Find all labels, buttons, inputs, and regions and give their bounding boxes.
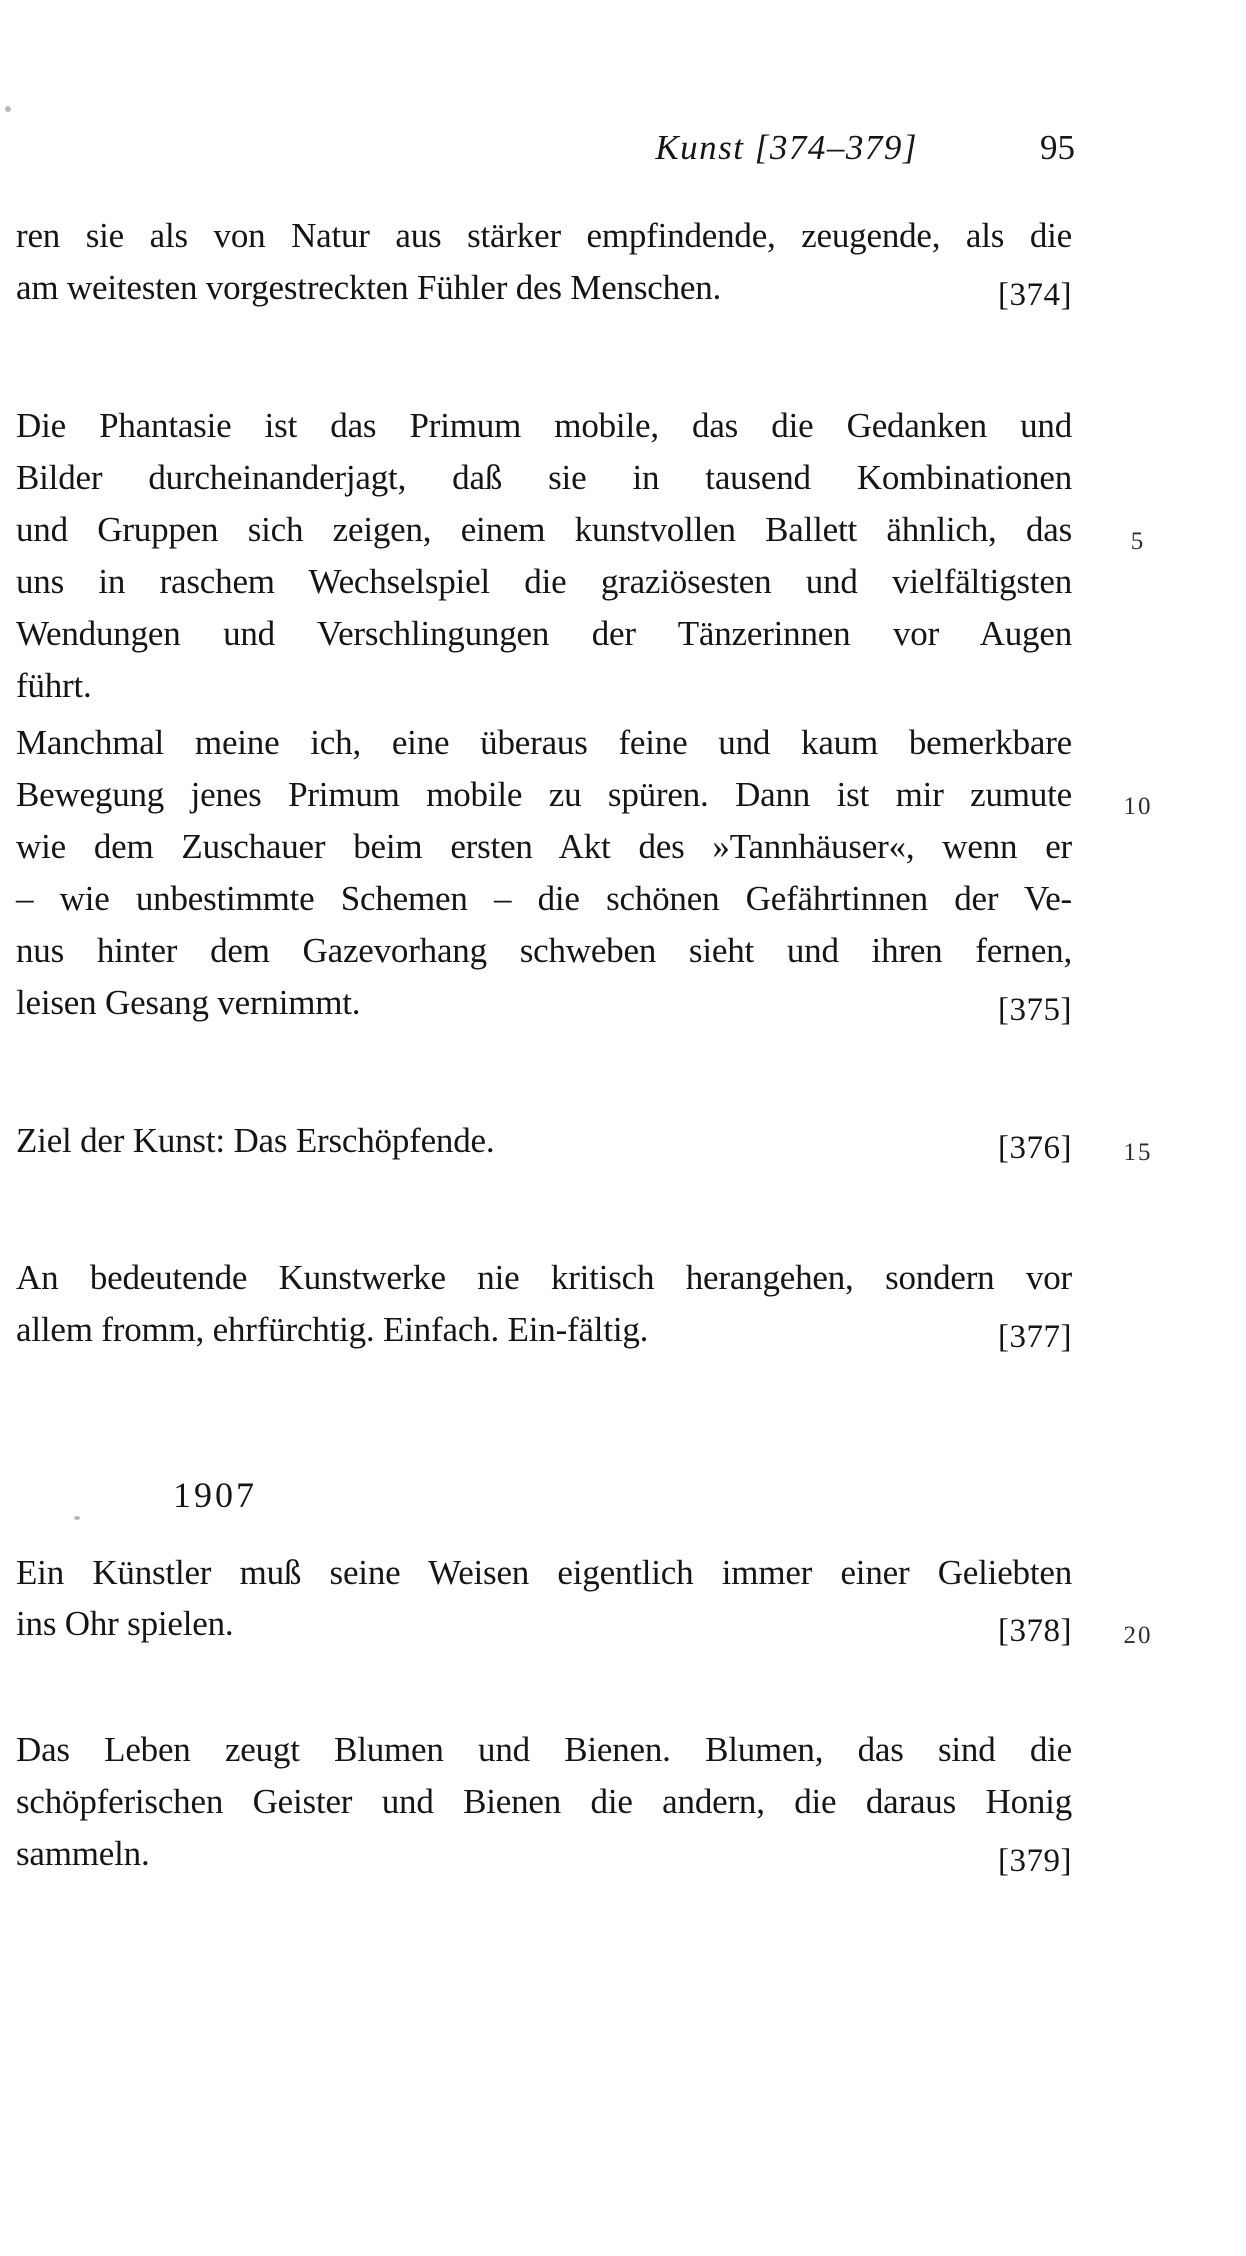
text-line: [16, 453, 1072, 503]
text-line: [16, 770, 1072, 820]
running-head: Kunst [374–379]: [655, 128, 918, 167]
line-text: uns in raschem Wechselspiel die graziösesten und vielfältigsten: [16, 562, 1072, 601]
aphorism-ref: [378]: [998, 1613, 1072, 1649]
margin-line-number: 20: [1123, 1622, 1153, 1649]
margin-line-number: 5: [1130, 528, 1146, 555]
text-line: [16, 557, 1072, 607]
line-text: ren sie als von Natur aus stärker empfindende, zeugende, als die: [16, 216, 1072, 255]
line-text: Bewegung jenes Primum mobile zu spüren. Dann ist mir zumute: [16, 775, 1072, 814]
line-text: schöpferischen Geister und Bienen die andern, die daraus Honig: [16, 1782, 1072, 1821]
line-text: Wendungen und Verschlingungen der Tänzerinnen vor Augen: [16, 614, 1072, 653]
margin-line-number: 15: [1123, 1139, 1153, 1166]
aphorism-ref: [377]: [998, 1319, 1072, 1355]
line-text: ins Ohr spielen.: [16, 1604, 234, 1643]
margin-line-number: 10: [1123, 793, 1153, 820]
aphorism-ref: [375]: [998, 992, 1072, 1028]
line-text: Das Leben zeugt Blumen und Bienen. Blumen, das sind die: [16, 1730, 1072, 1769]
text-line: [16, 401, 1072, 451]
line-text: Manchmal meine ich, eine überaus feine und kaum bemerkbare: [16, 723, 1072, 762]
line-text: An bedeutende Kunstwerke nie kritisch herangehen, sondern vor: [16, 1258, 1072, 1297]
text-line: [16, 926, 1072, 976]
scan-speck: [74, 1516, 80, 1520]
line-text: nus hinter dem Gazevorhang schweben sieht und ihren fernen,: [16, 931, 1072, 970]
year-heading: 1907: [173, 1475, 257, 1515]
text-line: [16, 822, 1072, 872]
line-text: leisen Gesang vernimmt.: [16, 983, 361, 1022]
aphorism-ref: [379]: [998, 1843, 1072, 1879]
text-line: [16, 661, 1072, 711]
line-text: sammeln.: [16, 1834, 150, 1873]
text-line: [16, 1777, 1072, 1827]
aphorism-ref: [374]: [998, 277, 1072, 313]
text-line: [16, 263, 1072, 314]
text-line: [16, 1116, 1072, 1167]
line-text: führt.: [16, 666, 92, 705]
line-text: und Gruppen sich zeigen, einem kunstvollen Ballett ähnlich, das: [16, 510, 1072, 549]
text-line: [16, 505, 1072, 555]
text-line: [16, 1253, 1072, 1303]
text-line: [16, 718, 1072, 768]
text-line: [16, 978, 1072, 1029]
aphorism-ref: [376]: [998, 1130, 1072, 1166]
text-line: [16, 609, 1072, 659]
line-text: Ziel der Kunst: Das Erschöpfende.: [16, 1121, 495, 1160]
text-line: [16, 1725, 1072, 1775]
line-text: am weitesten vorgestreckten Fühler des Menschen.: [16, 268, 722, 307]
text-line: [16, 1548, 1072, 1598]
line-text: wie dem Zuschauer beim ersten Akt des »Tannhäuser«, wenn er: [16, 827, 1072, 866]
text-line: [16, 211, 1072, 261]
line-text: Ein Künstler muß seine Weisen eigentlich immer einer Geliebten: [16, 1553, 1072, 1592]
line-text: allem fromm, ehrfürchtig. Einfach. Ein-fältig.: [16, 1310, 649, 1349]
text-line: [16, 1599, 1072, 1650]
text-line: [16, 1305, 1072, 1356]
page-number: 95: [1040, 128, 1075, 167]
line-text: – wie unbestimmte Schemen – die schönen Gefährtinnen der Ve-: [16, 879, 1072, 918]
line-text: Die Phantasie ist das Primum mobile, das die Gedanken und: [16, 406, 1072, 445]
line-text: Bilder durcheinanderjagt, daß sie in tausend Kombinationen: [16, 458, 1072, 497]
text-line: [16, 874, 1072, 924]
scan-speck: [5, 106, 11, 112]
text-line: [16, 1829, 1072, 1880]
